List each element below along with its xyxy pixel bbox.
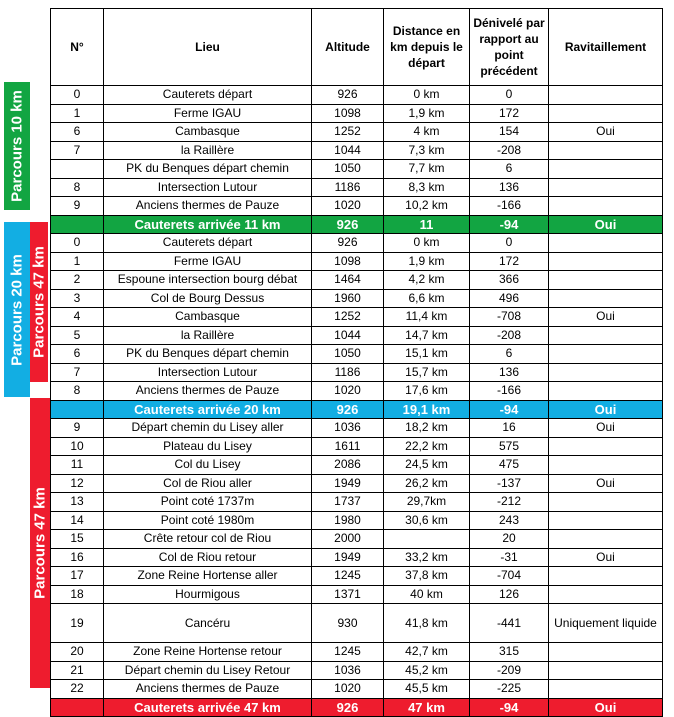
- cell-num: 20: [51, 643, 104, 662]
- cell-ravitaillement: [549, 252, 663, 271]
- cell-denivele: 172: [470, 104, 549, 123]
- cell-lieu: Anciens thermes de Pauze: [104, 197, 312, 216]
- table-row: [51, 511, 663, 530]
- cell-num: 3: [51, 289, 104, 308]
- header-num: N°: [51, 9, 104, 86]
- cell-ravitaillement: [549, 511, 663, 530]
- cell-distance: 24,5 km: [384, 456, 470, 475]
- cell-lieu: Cauterets arrivée 47 km: [104, 698, 312, 717]
- cell-lieu: Zone Reine Hortense retour: [104, 643, 312, 662]
- cell-lieu: Cambasque: [104, 308, 312, 327]
- cell-altitude: 1949: [312, 474, 384, 493]
- table-row: [51, 419, 663, 438]
- cell-denivele: 575: [470, 437, 549, 456]
- cell-ravitaillement: [549, 680, 663, 699]
- cell-denivele: 243: [470, 511, 549, 530]
- cell-altitude: 1044: [312, 326, 384, 345]
- table-row: [51, 643, 663, 662]
- cell-denivele: -94: [470, 215, 549, 234]
- table-row: [51, 661, 663, 680]
- cell-lieu: Intersection Lutour: [104, 363, 312, 382]
- band-parcours-47-lower: [30, 398, 50, 688]
- table-row: [51, 345, 663, 364]
- cell-ravitaillement: [549, 345, 663, 364]
- cell-ravitaillement: Oui: [549, 698, 663, 717]
- cell-denivele: 315: [470, 643, 549, 662]
- cell-distance: 11,4 km: [384, 308, 470, 327]
- cell-denivele: -208: [470, 326, 549, 345]
- cell-altitude: 1050: [312, 345, 384, 364]
- cell-distance: 4,2 km: [384, 271, 470, 290]
- cell-num: 13: [51, 493, 104, 512]
- cell-ravitaillement: [549, 141, 663, 160]
- cell-lieu: Hourmigous: [104, 585, 312, 604]
- cell-altitude: 1098: [312, 252, 384, 271]
- cell-ravitaillement: [549, 456, 663, 475]
- cell-ravitaillement: [549, 661, 663, 680]
- cell-denivele: 0: [470, 234, 549, 253]
- cell-denivele: 154: [470, 123, 549, 142]
- cell-ravitaillement: [549, 271, 663, 290]
- cell-distance: 1,9 km: [384, 252, 470, 271]
- cell-altitude: 1371: [312, 585, 384, 604]
- cell-lieu: Cauterets départ: [104, 234, 312, 253]
- cell-num: 14: [51, 511, 104, 530]
- cell-denivele: 0: [470, 86, 549, 105]
- band-parcours-20: [4, 222, 30, 397]
- section-label-10: Parcours 10 km: [8, 90, 26, 202]
- cell-altitude: 1020: [312, 680, 384, 699]
- cell-num: 2: [51, 271, 104, 290]
- cell-num: 6: [51, 345, 104, 364]
- arrival-row-47: [51, 698, 663, 717]
- cell-altitude: 1036: [312, 661, 384, 680]
- cell-denivele: -441: [470, 604, 549, 643]
- cell-distance: 15,1 km: [384, 345, 470, 364]
- cell-ravitaillement: [549, 567, 663, 586]
- cell-lieu: Col de Riou aller: [104, 474, 312, 493]
- cell-distance: 1,9 km: [384, 104, 470, 123]
- cell-num: 15: [51, 530, 104, 549]
- cell-ravitaillement: Oui: [549, 419, 663, 438]
- cell-denivele: -94: [470, 698, 549, 717]
- table-row: [51, 308, 663, 327]
- cell-distance: 22,2 km: [384, 437, 470, 456]
- cell-distance: 45,5 km: [384, 680, 470, 699]
- cell-distance: [384, 530, 470, 549]
- cell-altitude: 1960: [312, 289, 384, 308]
- cell-num: 21: [51, 661, 104, 680]
- cell-lieu: Plateau du Lisey: [104, 437, 312, 456]
- cell-altitude: 1050: [312, 160, 384, 179]
- cell-ravitaillement: [549, 104, 663, 123]
- table-row: [51, 160, 663, 179]
- cell-denivele: -208: [470, 141, 549, 160]
- table-row: [51, 197, 663, 216]
- table-row: [51, 363, 663, 382]
- cell-altitude: 926: [312, 698, 384, 717]
- cell-altitude: 1949: [312, 548, 384, 567]
- cell-denivele: -137: [470, 474, 549, 493]
- cell-distance: 18,2 km: [384, 419, 470, 438]
- cell-ravitaillement: Oui: [549, 548, 663, 567]
- cell-ravitaillement: Oui: [549, 474, 663, 493]
- cell-altitude: 1611: [312, 437, 384, 456]
- cell-ravitaillement: [549, 382, 663, 401]
- cell-num: 12: [51, 474, 104, 493]
- cell-num: [51, 400, 104, 419]
- cell-denivele: -212: [470, 493, 549, 512]
- cell-denivele: -166: [470, 382, 549, 401]
- cell-lieu: Col de Bourg Dessus: [104, 289, 312, 308]
- table-row: [51, 680, 663, 699]
- cell-ravitaillement: [549, 437, 663, 456]
- course-table: [50, 8, 663, 717]
- cell-distance: 0 km: [384, 234, 470, 253]
- cell-distance: 45,2 km: [384, 661, 470, 680]
- cell-distance: 4 km: [384, 123, 470, 142]
- cell-distance: 26,2 km: [384, 474, 470, 493]
- cell-lieu: Cauterets arrivée 11 km: [104, 215, 312, 234]
- cell-lieu: Ferme IGAU: [104, 252, 312, 271]
- cell-distance: 8,3 km: [384, 178, 470, 197]
- cell-altitude: 1252: [312, 123, 384, 142]
- table-row: [51, 567, 663, 586]
- table-row: [51, 252, 663, 271]
- table-row: [51, 234, 663, 253]
- cell-num: 7: [51, 363, 104, 382]
- header-altitude: Altitude: [312, 9, 384, 86]
- cell-num: 17: [51, 567, 104, 586]
- cell-num: 4: [51, 308, 104, 327]
- cell-altitude: 926: [312, 400, 384, 419]
- cell-distance: 15,7 km: [384, 363, 470, 382]
- cell-lieu: Cauterets départ: [104, 86, 312, 105]
- cell-lieu: Zone Reine Hortense aller: [104, 567, 312, 586]
- cell-denivele: 6: [470, 345, 549, 364]
- cell-denivele: 20: [470, 530, 549, 549]
- cell-num: [51, 160, 104, 179]
- cell-altitude: 926: [312, 215, 384, 234]
- cell-distance: 10,2 km: [384, 197, 470, 216]
- section-label-47-lower: Parcours 47 km: [31, 487, 49, 599]
- cell-distance: 33,2 km: [384, 548, 470, 567]
- band-parcours-10: [4, 82, 30, 210]
- cell-distance: 0 km: [384, 86, 470, 105]
- table-row: [51, 474, 663, 493]
- cell-ravitaillement: Uniquement liquide: [549, 604, 663, 643]
- cell-lieu: PK du Benques départ chemin: [104, 345, 312, 364]
- cell-lieu: Départ chemin du Lisey aller: [104, 419, 312, 438]
- table-row: [51, 123, 663, 142]
- cell-lieu: Cauterets arrivée 20 km: [104, 400, 312, 419]
- cell-denivele: 6: [470, 160, 549, 179]
- cell-altitude: 1737: [312, 493, 384, 512]
- table-row: [51, 548, 663, 567]
- cell-ravitaillement: [549, 289, 663, 308]
- cell-ravitaillement: Oui: [549, 400, 663, 419]
- cell-denivele: -31: [470, 548, 549, 567]
- cell-ravitaillement: Oui: [549, 308, 663, 327]
- table-row: [51, 141, 663, 160]
- cell-ravitaillement: [549, 493, 663, 512]
- cell-altitude: 1245: [312, 643, 384, 662]
- cell-altitude: 1036: [312, 419, 384, 438]
- table-row: [51, 437, 663, 456]
- band-parcours-47-upper: [30, 222, 48, 382]
- cell-num: 7: [51, 141, 104, 160]
- cell-num: 1: [51, 252, 104, 271]
- cell-num: 0: [51, 234, 104, 253]
- cell-lieu: Cancéru: [104, 604, 312, 643]
- cell-denivele: -704: [470, 567, 549, 586]
- cell-ravitaillement: [549, 643, 663, 662]
- section-label-20: Parcours 20 km: [8, 253, 26, 366]
- cell-num: 6: [51, 123, 104, 142]
- cell-ravitaillement: [549, 178, 663, 197]
- table-body: [51, 86, 663, 717]
- cell-num: 16: [51, 548, 104, 567]
- cell-denivele: 172: [470, 252, 549, 271]
- cell-lieu: Col de Riou retour: [104, 548, 312, 567]
- arrival-row-10: [51, 215, 663, 234]
- table-row: [51, 326, 663, 345]
- cell-denivele: -94: [470, 400, 549, 419]
- cell-ravitaillement: [549, 363, 663, 382]
- cell-lieu: Col du Lisey: [104, 456, 312, 475]
- cell-ravitaillement: Oui: [549, 123, 663, 142]
- section-label-47-upper: Parcours 47 km: [30, 246, 48, 358]
- cell-num: 10: [51, 437, 104, 456]
- table-row: [51, 271, 663, 290]
- cell-denivele: 16: [470, 419, 549, 438]
- cell-lieu: Anciens thermes de Pauze: [104, 382, 312, 401]
- cell-num: [51, 698, 104, 717]
- cell-altitude: 1245: [312, 567, 384, 586]
- cell-num: 0: [51, 86, 104, 105]
- cell-distance: 42,7 km: [384, 643, 470, 662]
- table-row: [51, 289, 663, 308]
- cell-num: 9: [51, 197, 104, 216]
- cell-distance: 30,6 km: [384, 511, 470, 530]
- cell-denivele: -166: [470, 197, 549, 216]
- cell-altitude: 1020: [312, 197, 384, 216]
- cell-lieu: Espoune intersection bourg débat: [104, 271, 312, 290]
- header-distance: Distance en km depuis le départ: [384, 9, 470, 86]
- cell-num: 8: [51, 382, 104, 401]
- cell-ravitaillement: [549, 197, 663, 216]
- cell-lieu: la Raillère: [104, 326, 312, 345]
- cell-num: 19: [51, 604, 104, 643]
- cell-ravitaillement: [549, 234, 663, 253]
- cell-altitude: 1464: [312, 271, 384, 290]
- cell-denivele: -708: [470, 308, 549, 327]
- cell-num: 5: [51, 326, 104, 345]
- cell-num: 22: [51, 680, 104, 699]
- cell-denivele: -225: [470, 680, 549, 699]
- cell-denivele: 126: [470, 585, 549, 604]
- cell-altitude: 926: [312, 86, 384, 105]
- cell-distance: 19,1 km: [384, 400, 470, 419]
- cell-altitude: 926: [312, 234, 384, 253]
- cell-ravitaillement: [549, 585, 663, 604]
- table-row: [51, 493, 663, 512]
- cell-distance: 7,3 km: [384, 141, 470, 160]
- cell-ravitaillement: [549, 160, 663, 179]
- table-row: [51, 86, 663, 105]
- cell-lieu: Cambasque: [104, 123, 312, 142]
- cell-denivele: 136: [470, 363, 549, 382]
- cell-altitude: 1098: [312, 104, 384, 123]
- cell-distance: 37,8 km: [384, 567, 470, 586]
- cell-altitude: 1020: [312, 382, 384, 401]
- cell-lieu: Ferme IGAU: [104, 104, 312, 123]
- cell-altitude: 2000: [312, 530, 384, 549]
- cell-distance: 14,7 km: [384, 326, 470, 345]
- cell-altitude: 1186: [312, 363, 384, 382]
- cell-lieu: Point coté 1980m: [104, 511, 312, 530]
- table-row: [51, 585, 663, 604]
- cell-num: 8: [51, 178, 104, 197]
- table-row: [51, 604, 663, 643]
- table-row: [51, 178, 663, 197]
- arrival-row-20: [51, 400, 663, 419]
- table-row: [51, 382, 663, 401]
- cell-denivele: 496: [470, 289, 549, 308]
- cell-distance: 29,7km: [384, 493, 470, 512]
- cell-denivele: 366: [470, 271, 549, 290]
- cell-altitude: 1186: [312, 178, 384, 197]
- cell-altitude: 1044: [312, 141, 384, 160]
- cell-lieu: PK du Benques départ chemin: [104, 160, 312, 179]
- cell-distance: 47 km: [384, 698, 470, 717]
- cell-altitude: 1980: [312, 511, 384, 530]
- cell-distance: 6,6 km: [384, 289, 470, 308]
- cell-ravitaillement: [549, 530, 663, 549]
- cell-altitude: 1252: [312, 308, 384, 327]
- cell-distance: 7,7 km: [384, 160, 470, 179]
- cell-denivele: 136: [470, 178, 549, 197]
- cell-lieu: la Raillère: [104, 141, 312, 160]
- cell-num: 18: [51, 585, 104, 604]
- cell-num: 9: [51, 419, 104, 438]
- header-ravitaillement: Ravitaillement: [549, 9, 663, 86]
- cell-ravitaillement: [549, 326, 663, 345]
- cell-lieu: Crête retour col de Riou: [104, 530, 312, 549]
- cell-num: 11: [51, 456, 104, 475]
- cell-lieu: Intersection Lutour: [104, 178, 312, 197]
- cell-num: 1: [51, 104, 104, 123]
- cell-denivele: 475: [470, 456, 549, 475]
- cell-distance: 17,6 km: [384, 382, 470, 401]
- cell-altitude: 2086: [312, 456, 384, 475]
- header-denivele: Dénivelé par rapport au point précédent: [470, 9, 549, 86]
- cell-lieu: Anciens thermes de Pauze: [104, 680, 312, 699]
- cell-distance: 11: [384, 215, 470, 234]
- cell-ravitaillement: Oui: [549, 215, 663, 234]
- cell-lieu: Départ chemin du Lisey Retour: [104, 661, 312, 680]
- table-row: [51, 530, 663, 549]
- table-row: [51, 456, 663, 475]
- cell-altitude: 930: [312, 604, 384, 643]
- cell-ravitaillement: [549, 86, 663, 105]
- cell-denivele: -209: [470, 661, 549, 680]
- header-row: [51, 9, 663, 86]
- table-row: [51, 104, 663, 123]
- cell-distance: 41,8 km: [384, 604, 470, 643]
- cell-distance: 40 km: [384, 585, 470, 604]
- header-lieu: Lieu: [104, 9, 312, 86]
- cell-num: [51, 215, 104, 234]
- cell-lieu: Point coté 1737m: [104, 493, 312, 512]
